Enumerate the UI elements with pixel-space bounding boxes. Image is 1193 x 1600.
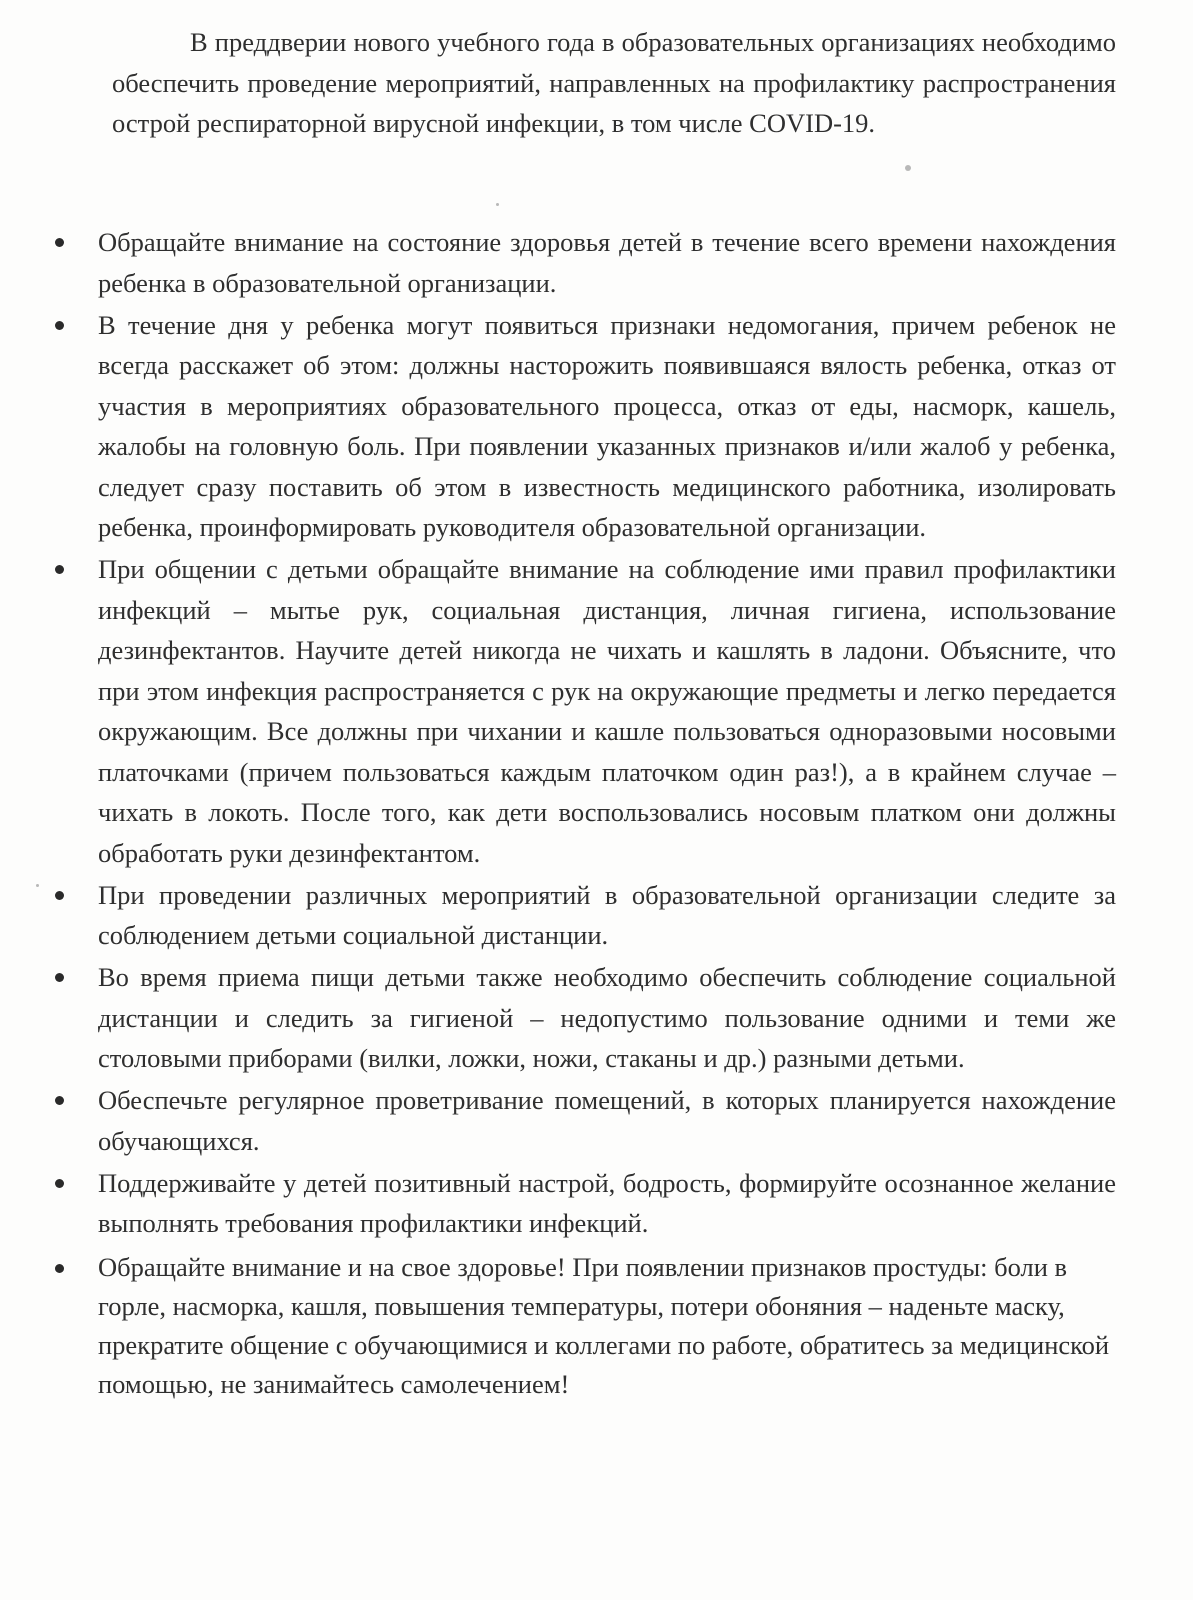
bullet-icon (55, 1264, 64, 1273)
bullet-icon (55, 973, 64, 982)
list-item (98, 222, 1116, 303)
list-item-text: Обращайте внимание на состояние здоровья детей в течение всего времени нахождения ребенка в образовательной организации. (98, 227, 1116, 298)
list-item-text: Обращайте внимание и на свое здоровье! При появлении признаков простуды: боли в горле, насморка, кашля, повышения температуры, потери обоняния – наденьте маску, прекратите общение с обучающимися и коллегами по работе, обратитесь за медицинской помощью, не занимайтесь самолечением! (98, 1251, 1110, 1399)
list-item-text: При проведении различных мероприятий в образовательной организации следите за соблюдением детьми социальной дистанции. (98, 879, 1116, 950)
scan-speck (905, 165, 911, 171)
list-item (98, 1163, 1116, 1244)
bullet-icon (55, 565, 64, 574)
list-item-text: Обеспечьте регулярное проветривание помещений, в которых планируется нахождение обучающихся. (98, 1085, 1116, 1156)
bullet-icon (55, 321, 64, 330)
list-item (98, 549, 1116, 873)
bullet-icon (55, 238, 64, 247)
intro-paragraph: В преддверии нового учебного года в образовательных организациях необходимо обеспечить проведение мероприятий, направленных на профилактику распространения острой респираторной вирусной инфекции, в том числе COVID-19. (112, 27, 1116, 138)
list-item (98, 305, 1116, 548)
bullet-icon (55, 1096, 64, 1105)
list-item-text: При общении с детьми обращайте внимание на соблюдение ими правил профилактики инфекций – мытье рук, социальная дистанция, личная гигиена, использование дезинфектантов. Научите детей никогда не чихать и кашлять в ладони. Объясните, что при этом инфекция распространяется с рук на окружающие предметы и легко передается окружающим. Все должны при чихании и кашле пользоваться одноразовыми носовыми платочками (причем пользоваться каждым платочком один раз!), а в крайнем случае – чихать в локоть. После того, как дети воспользовались носовым платком они должны обработать руки дезинфектантом. (98, 554, 1116, 868)
recommendations-list (0, 222, 1193, 1405)
list-item (98, 1248, 1116, 1404)
list-item-text: В течение дня у ребенка могут появиться признаки недомогания, причем ребенок не всегда расскажет об этом: должны насторожить появившаяся вялость ребенка, отказ от участия в мероприятиях образовательного процесса, отказ от еды, насморк, кашель, жалобы на головную боль. При появлении указанных признаков и/или жалоб у ребенка, следует сразу поставить об этом в известность медицинского работника, изолировать ребенка, проинформировать руководителя образовательной организации. (98, 309, 1116, 542)
list-item-text: Поддерживайте у детей позитивный настрой, бодрость, формируйте осознанное желание выполнять требования профилактики инфекций. (98, 1167, 1116, 1238)
list-item (98, 957, 1116, 1079)
list-item (98, 1080, 1116, 1161)
list-item (98, 875, 1116, 956)
bullet-icon (55, 1179, 64, 1188)
bullet-icon (55, 891, 64, 900)
scan-speck (36, 884, 39, 887)
scan-speck (496, 203, 499, 206)
list-item-text: Во время приема пищи детьми также необходимо обеспечить соблюдение социальной дистанции и следить за гигиеной – недопустимо пользование одними и теми же столовыми приборами (вилки, ложки, ножи, стаканы и др.) разными детьми. (98, 962, 1116, 1073)
